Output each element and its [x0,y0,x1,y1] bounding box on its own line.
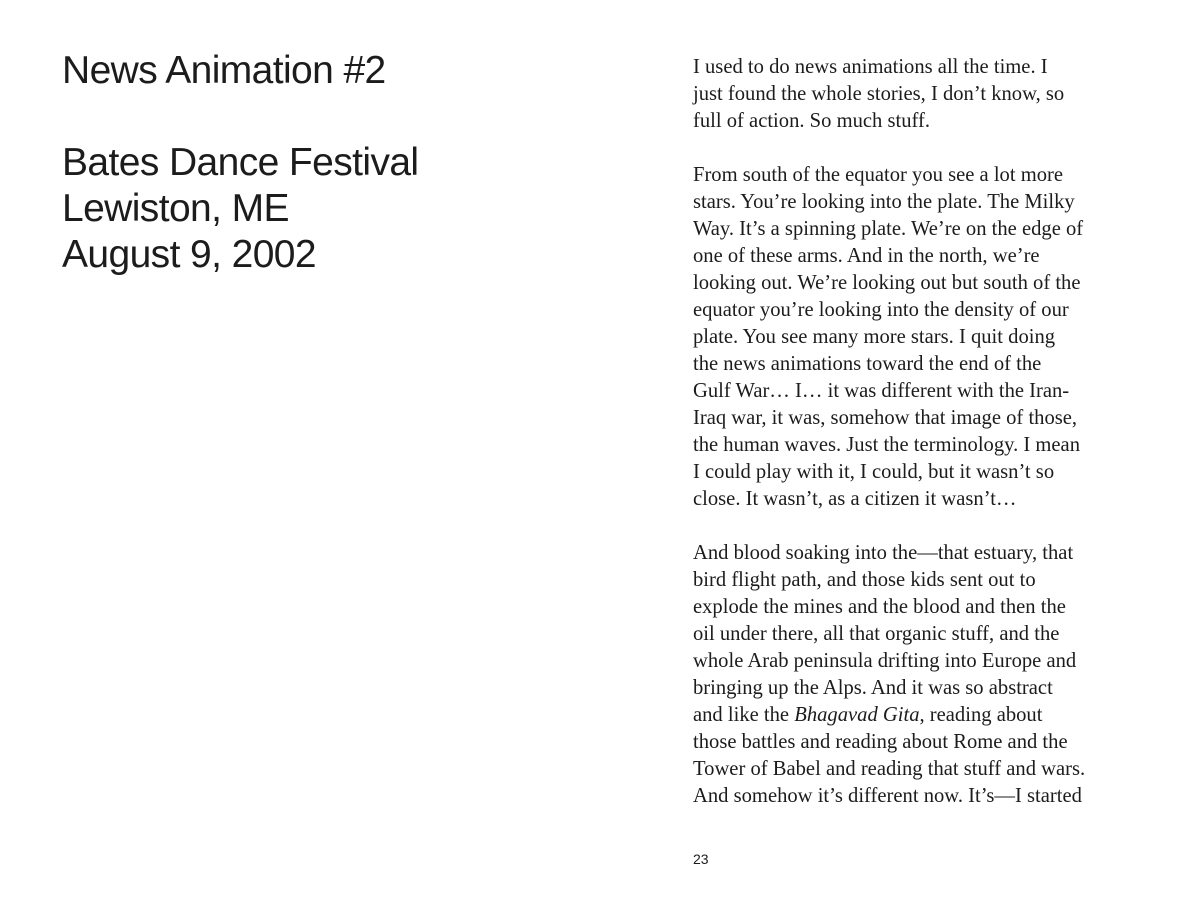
text-line: full of action. So much stuff. [693,110,930,132]
text-line: close. It wasn’t, as a citizen it wasn’t… [693,488,1017,510]
text-fragment: and like the [693,704,795,726]
text-line: looking out. We’re looking out but south of the [693,272,1081,294]
text-line-with-title [693,702,1143,729]
text-line: Way. It’s a spinning plate. We’re on the edge of [693,218,1084,240]
book-title: Bhagavad Gita [794,704,920,726]
text-line: whole Arab peninsula drifting into Europe and [693,650,1077,672]
text-line: I used to do news animations all the time. I [693,56,1048,78]
text-line: And blood soaking into the—that estuary, that [693,542,1074,564]
text-line: plate. You see many more stars. I quit doing [693,326,1056,348]
text-line: explode the mines and the blood and then the [693,596,1066,618]
text-line: stars. You’re looking into the plate. The Milky [693,191,1075,213]
text-line: just found the whole stories, I don’t know, so [693,83,1065,105]
paragraph-2 [693,162,1143,513]
text-line: the news animations toward the end of the [693,353,1042,375]
page-title: News Animation #2 [62,49,386,92]
text-line: those battles and reading about Rome and the [693,731,1068,753]
text-line: Iraq war, it was, somehow that image of those, [693,407,1078,429]
paragraph-1 [693,54,1143,135]
text-line: one of these arms. And in the north, we’re [693,245,1040,267]
text-line: And somehow it’s different now. It’s—I started [693,785,1082,807]
paragraph-3 [693,540,1143,810]
text-line: From south of the equator you see a lot more [693,164,1064,186]
venue-location: Lewiston, ME [62,187,289,230]
left-page [62,48,622,278]
text-line: bird flight path, and those kids sent out to [693,569,1036,591]
text-line: Tower of Babel and reading that stuff and wars. [693,758,1086,780]
text-line: bringing up the Alps. And it was so abstract [693,677,1053,699]
venue-block [62,140,622,278]
text-line: Gulf War… I… it was different with the Iran- [693,380,1070,402]
text-line: equator you’re looking into the density of our [693,299,1069,321]
right-page-body [693,54,1143,837]
venue-date: August 9, 2002 [62,233,316,276]
text-line: oil under there, all that organic stuff, and the [693,623,1060,645]
text-line: the human waves. Just the terminology. I mean [693,434,1080,456]
text-line: I could play with it, I could, but it wasn’t so [693,461,1055,483]
venue-name: Bates Dance Festival [62,141,419,184]
page-number: 23 [693,851,709,867]
text-fragment: , reading about [919,704,1043,726]
